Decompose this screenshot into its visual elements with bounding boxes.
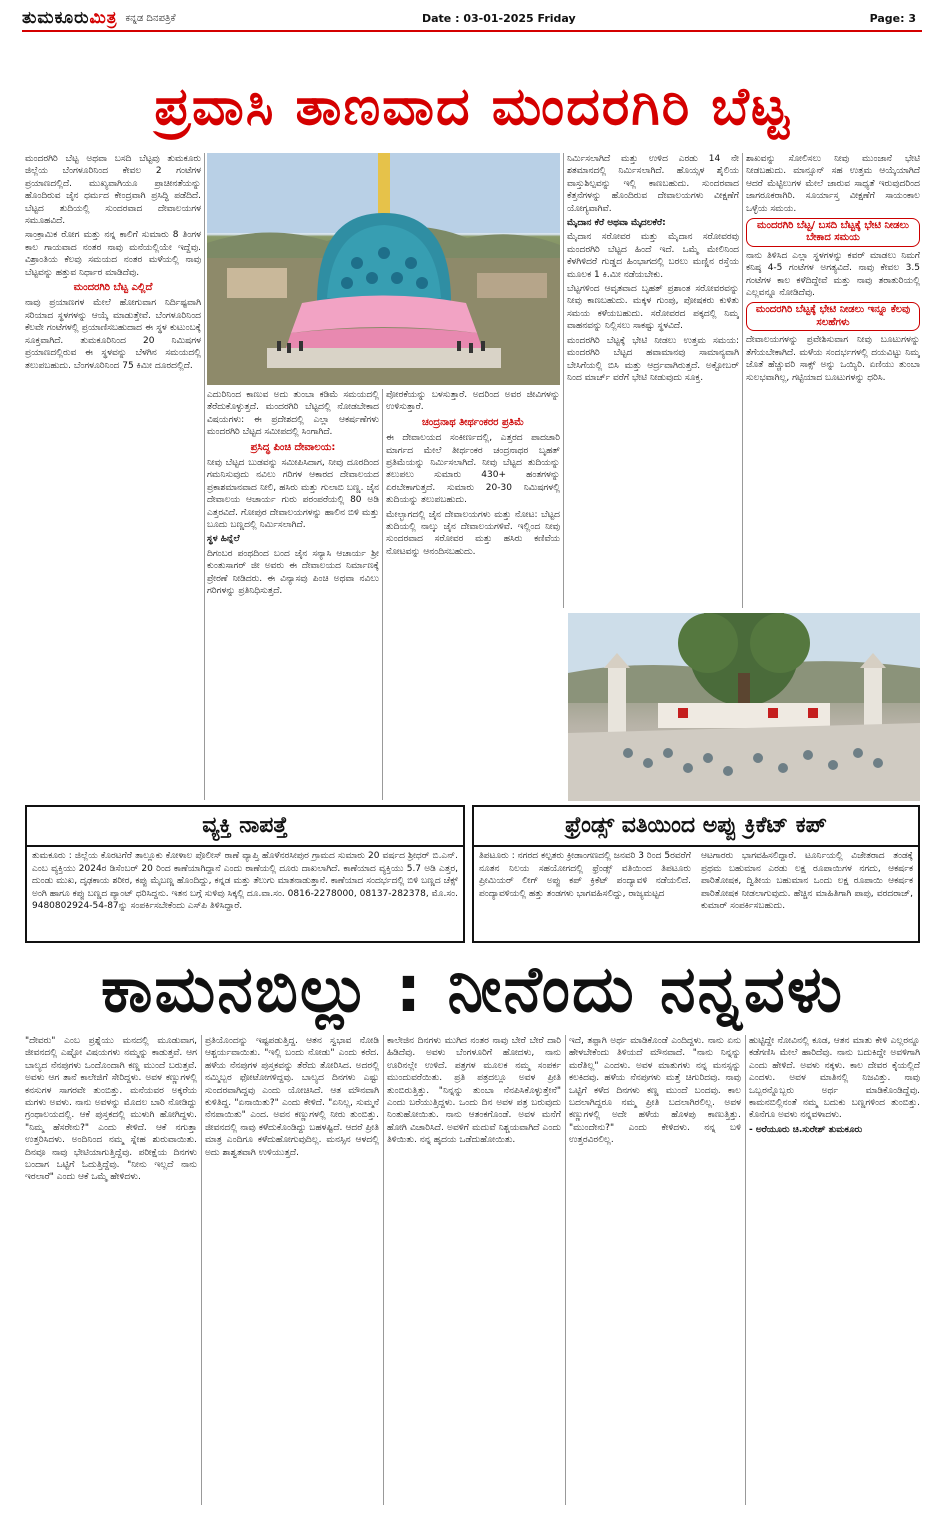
- paragraph: "ದೇವರು" ಎಂಬ ಪ್ರಶ್ನೆಯು ಮನದಲ್ಲಿ ಮೂಡುವಾಗ, ಜೀವನದಲ್ಲಿ ಎಷ್ಟೋ ವಿಷಯಗಳು ನಮ್ಮನ್ನು ಕಾಡುತ್ತವೆ. ಆಗ ಬಾಲ್ಯದ ನೆನಪುಗಳು ಒಂದೊಂದಾಗಿ ಕಣ್ಣ ಮುಂದೆ ಬರುತ್ತವೆ. ಅವಳು ಆಗ ತಾನೆ ಕಾಲೇಜಿಗೆ ಸೇರಿದ್ದಳು. ಅವಳ ಕಣ್ಣುಗಳಲ್ಲಿ ಕನಸುಗಳ ಸಾಗರವೇ ತುಂಬಿತ್ತು. ಮನೆಯವರ ಅಕ್ಕರೆಯ ಮಗಳು ಅವಳು. ನಾನು ಅವಳನ್ನು ಮೊದಲ ಬಾರಿ ನೋಡಿದ್ದು ಗ್ರಂಥಾಲಯದಲ್ಲಿ. ಆಕೆ ಪುಸ್ತಕದಲ್ಲಿ ಮುಳುಗಿ ಹೋಗಿದ್ದಳು. "ನಿಮ್ಮ ಹೆಸರೇನು?" ಎಂದು ಕೇಳಿದೆ. ಆಕೆ ನಗುತ್ತಾ ಉತ್ತರಿಸಿದಳು. ಅಂದಿನಿಂದ ನಮ್ಮ ಸ್ನೇಹ ಶುರುವಾಯಿತು. ದಿನವೂ ನಾವು ಭೇಟಿಯಾಗುತ್ತಿದ್ದೆವು. ಪರೀಕ್ಷೆಯ ದಿನಗಳು ಬಂದಾಗ ಒಟ್ಟಿಗೆ ಓದುತ್ತಿದ್ದೆವು. "ನೀನು ಇಲ್ಲದೆ ನಾನು ಇರಲಾರೆ" ಎಂದು ಆಕೆ ಒಮ್ಮೆ ಹೇಳಿದಳು.: [25, 1036, 197, 1183]
- masthead: [22, 6, 922, 32]
- story-column-5: [749, 1035, 920, 1505]
- paragraph: ನಾವು ಪ್ರಯಾಣಗಳ ಮೇಲೆ ಹೋಗುವಾಗ ನಿರ್ದಿಷ್ಟವಾಗಿ ಸರಿಯಾದ ಸ್ಥಳಗಳನ್ನು ಆಯ್ಕೆ ಮಾಡುತ್ತೇವೆ. ಬೆಂಗಳೂರಿನಿಂದ ಕೆಲವೇ ಗಂಟೆಗಳಲ್ಲಿ ಪ್ರಯಾಣಿಸಬಹುದಾದ ಈ ಸ್ಥಳ ಕುಟುಂಬಕ್ಕೆ ಸೂಕ್ತವಾಗಿದೆ. ತುಮಕೂರಿನಿಂದ 20 ನಿಮಿಷಗಳ ಪ್ರಯಾಣದಲ್ಲಿರುವ ಈ ಸ್ಥಳವನ್ನು ಬೆಳಗಿನ ಸಮಯದಲ್ಲಿ ತಲುಪಬಹುದು. ಬೆಂಗಳೂರಿನಿಂದ 75 ಕಿಮೀ ದೂರದಲ್ಲಿದೆ.: [25, 298, 201, 371]
- tagline: ಕನ್ನಡ ದಿನಪತ್ರಿಕೆ: [125, 12, 176, 24]
- issue-date: Date : 03-01-2025 Friday: [422, 11, 576, 25]
- paragraph: ಪ್ರತಿಯೊಂದನ್ನು ಇಷ್ಟಪಡುತ್ತಿದ್ದ. ಆತನ ಸ್ವಭಾವ ನೋಡಿ ಆಶ್ಚರ್ಯವಾಯಿತು. "ಇಲ್ಲಿ ಬಂದು ನೋಡು" ಎಂದು ಕರೆದ. ಹಳೆಯ ನೆನಪುಗಳ ಪುಸ್ತಕವನ್ನು ತೆರೆದು ತೋರಿಸಿದ. ಅದರಲ್ಲಿ ನಮ್ಮಿಬ್ಬರ ಫೋಟೋಗಳಿದ್ದವು. ಬಾಲ್ಯದ ದಿನಗಳು ಎಷ್ಟು ಸುಂದರವಾಗಿದ್ದವು ಎಂದು ಯೋಚಿಸಿದೆ. ಆತ ಮೌನವಾಗಿ ಕುಳಿತಿದ್ದ. "ಏನಾಯಿತು?" ಎಂದು ಕೇಳಿದೆ. "ಏನಿಲ್ಲ, ಸುಮ್ಮನೆ ನೆನಪಾಯಿತು" ಎಂದ. ಅವನ ಕಣ್ಣುಗಳಲ್ಲಿ ನೀರು ತುಂಬಿತ್ತು. ಜೀವನದಲ್ಲಿ ನಾವು ಕಳೆದುಕೊಂಡಿದ್ದು ಬಹಳಷ್ಟಿದೆ. ಆದರೆ ಪ್ರೀತಿ ಮಾತ್ರ ಎಂದಿಗೂ ಕಳೆದುಹೋಗುವುದಿಲ್ಲ. ಮನಸ್ಸಿನ ಆಳದಲ್ಲಿ ಅದು ಶಾಶ್ವತವಾಗಿ ಉಳಿಯುತ್ತದೆ.: [205, 1036, 379, 1158]
- newspaper-logo: ತುಮಕೂರುಮಿತ್ರ: [22, 8, 118, 28]
- paragraph: ಹುಟ್ಟಿದ್ದೇ ನೋವಿನಲ್ಲಿ ಕೂಡ, ಆತನ ಮಾತು ಕೇಳಿ ಎಲ್ಲರನ್ನೂ ಕಡೆಗಣಿಸಿ ಮೇಲೆ ಹಾರಿದೆವು. ನಾನು ಬದುಕಿದ್ದೇ ಅವಳಿಗಾಗಿ ಎಂದು ಹೇಳಿದೆ. ಅವಳು ನಕ್ಕಳು. ಕಾಲ ದೇವರ ಕೈಯಲ್ಲಿದೆ ಎಂದಳು. ಅವಳ ಮಾತಿನಲ್ಲಿ ನಿಜವಿತ್ತು. ನಾವು ಒಬ್ಬರನ್ನೊಬ್ಬರು ಅರ್ಥ ಮಾಡಿಕೊಂಡಿದ್ದೆವು. ಕಾಮನಬಿಲ್ಲಿನಂತೆ ನಮ್ಮ ಬದುಕು ಬಣ್ಣಗಳಿಂದ ತುಂಬಿತ್ತು. ಕೊನೆಗೂ ಅವಳು ನನ್ನವಳಾದಳು.: [749, 1036, 920, 1121]
- hilltop-statue-photo: [568, 613, 920, 801]
- story-headline: ಕಾಮನಬಿಲ್ಲು : ನೀನೆಂದು ನನ್ನವಳು: [101, 953, 844, 1027]
- paragraph: ನೀವು ಬೆಟ್ಟದ ಬುಡವನ್ನು ಸಮೀಪಿಸಿದಾಗ, ನೀವು ದೂರದಿಂದ ಗಮನಿಸುವುದು ನವಿಲು ಗರಿಗಳ ಆಕಾರದ ದೇವಾಲಯದ ಪ್ರಕಾಶಮಾನವಾದ ನೀಲಿ, ಹಸಿರು ಮತ್ತು ಗುಲಾಬಿ ಬಣ್ಣ. ಜೈನ ದೇವಾಲಯ ಆಚಾರ್ಯ ಗುರು ಪರಂಪರೆಯಲ್ಲಿ 80 ಅಡಿ ಎತ್ತರವಿದೆ. ಗೋಪುರ ದೇವಾಲಯಗಳನ್ನು ಹಾಲಿನ ಬಿಳಿ ಮತ್ತು ಬೂದು ಬಣ್ಣದಲ್ಲಿ ನಿರ್ಮಿಸಲಾಗಿದೆ.: [207, 458, 379, 531]
- paragraph: ಸಾಂಕ್ರಾಮಿಕ ರೋಗ ಮತ್ತು ನನ್ನ ಕಾಲಿಗೆ ಸುಮಾರು 8 ತಿಂಗಳ ಕಾಲ ಗಾಯವಾದ ನಂತರ ನಾವು ಮನೆಯಲ್ಲಿಯೇ ಇದ್ದೆವು. ವಿಶ್ರಾಂತಿಯ ಕೆಲವು ಸಮಯದ ನಂತರ ಮಳೆಯಲ್ಲಿ ನಾವು ಬೆಟ್ಟವನ್ನು ಹತ್ತುವ ನಿರ್ಧಾರ ಮಾಡಿದೆವು.: [25, 230, 201, 278]
- section-subheading: ಪ್ರಸಿದ್ಧ ಪಿಂಚಿ ದೇವಾಲಯ:: [250, 441, 336, 453]
- paragraph: ಮೇಲ್ಭಾಗದಲ್ಲಿ ಜೈನ ದೇವಾಲಯಗಳು ಮತ್ತು ನೋಟ: ಬೆಟ್ಟದ ತುದಿಯಲ್ಲಿ ನಾಲ್ಕು ಜೈನ ದೇವಾಲಯಗಳಿವೆ. ಇಲ್ಲಿಂದ ನೀವು ಸುಂದರವಾದ ಸರೋವರ ಮತ್ತು ಹಸಿರು ಕಣಿವೆಯ ನೋಟವನ್ನು ಆನಂದಿಸಬಹುದು.: [386, 509, 560, 557]
- paragraph: ದಿಗಂಬರ ಪಂಥದಿಂದ ಬಂದ ಜೈನ ಸನ್ಯಾಸಿ ಆಚಾರ್ಯ ಶ್ರೀ ಕುಂತುಸಾಗರ್ ಜೀ ಅವರು ಈ ದೇವಾಲಯದ ನಿರ್ಮಾಣಕ್ಕೆ ಪ್ರೇರಣೆ ನೀಡಿದರು. ಈ ವಿನ್ಯಾಸವು ಪಿಂಚಿ ಅಥವಾ ನವಿಲು ಗರಿಗಳನ್ನು ಪ್ರತಿನಿಧಿಸುತ್ತದೆ.: [207, 548, 379, 597]
- missing-person-body: ತುಮಕೂರು : ಜಿಲ್ಲೆಯ ಕೊರಟಗೆರೆ ತಾಲ್ಲೂಕು ಕೋಳಾಲ ಪೊಲೀಸ್ ಠಾಣೆ ವ್ಯಾಪ್ತಿ ಹೊಳೆನರಸೀಪುರ ಗ್ರಾಮದ ಸುಮಾರು 20 ವರ್ಷದ ಶ್ರೀಧರ್ ಬಿ.ಎನ್. ಎಂಬ ವ್ಯಕ್ತಿಯು 2024ರ ಡಿಸೆಂಬರ್ 20 ರಿಂದ ಕಾಣೆಯಾಗಿದ್ದಾನೆ ಎಂದು ಠಾಣೆಯಲ್ಲಿ ದೂರು ದಾಖಲಾಗಿದೆ. ಕಾಣೆಯಾದ ವ್ಯಕ್ತಿಯು 5.7 ಅಡಿ ಎತ್ತರ, ದುಂಡು ಮುಖ, ದೃಢಕಾಯ ಶರೀರ, ಕಪ್ಪು ಮೈಬಣ್ಣ ಹೊಂದಿದ್ದು, ಕನ್ನಡ ಮತ್ತು ತೆಲುಗು ಮಾತನಾಡುತ್ತಾನೆ. ಕಾಣೆಯಾದ ಸಂದರ್ಭದಲ್ಲಿ ಬಿಳಿ ಬಣ್ಣದ ಚೆಕ್ಸ್ ಅಂಗಿ ಹಾಗೂ ಕಪ್ಪು ಬಣ್ಣದ ಪ್ಯಾಂಟ್ ಧರಿಸಿದ್ದನು. ಇತನ ಬಗ್ಗೆ ಸುಳಿವು ಸಿಕ್ಕಲ್ಲಿ ದೂ.ವಾ.ಸಂ. 0816-2278000, 08137-282378, ಮೊ.ಸಂ. 9480802924-54-87ನ್ನು ಸಂಪರ್ಕಿಸಬೇಕೆಂದು ಎಸ್‌ಪಿ ತಿಳಿಸಿದ್ದಾರೆ.: [32, 851, 458, 912]
- story-column-4: [569, 1035, 741, 1505]
- paragraph: ಬೆಟ್ಟಗಳಿಂದ ಆವೃತವಾದ ಬೃಹತ್ ಪ್ರಶಾಂತ ಸರೋವರವನ್ನು ನೀವು ಕಾಣಬಹುದು. ಮಕ್ಕಳ ಗುಂಪು, ಪೋಷಕರು ಕುಳಿತು ಸಮಯ ಕಳೆಯಬಹುದು. ಸರೋವರದ ಪಕ್ಕದಲ್ಲಿ ನಿಮ್ಮ ವಾಹನವನ್ನು ನಿಲ್ಲಿಸಲು ಸಾಕಷ್ಟು ಸ್ಥಳವಿದೆ.: [567, 284, 739, 332]
- paragraph: ನಿರ್ಮಿಸಲಾಗಿದೆ ಮತ್ತು ಉಳಿದ ಎರಡು 14 ನೇ ಶತಮಾನದಲ್ಲಿ ನಿರ್ಮಿಸಲಾಗಿದೆ. ಹೊಯ್ಸಳ ಶೈಲಿಯ ವಾಸ್ತುಶಿಲ್ಪವನ್ನು ಇಲ್ಲಿ ಕಾಣಬಹುದು. ಸುಂದರವಾದ ಕೆತ್ತನೆಗಳನ್ನು ಹೊಂದಿರುವ ದೇವಾಲಯಗಳು ವೀಕ್ಷಣೆಗೆ ಯೋಗ್ಯವಾಗಿವೆ.: [567, 154, 739, 214]
- paragraph: ನಾನು ತಿಳಿಸಿದ ಎಲ್ಲಾ ಸ್ಥಳಗಳನ್ನು ಕವರ್ ಮಾಡಲು ನಿಮಗೆ ಕನಿಷ್ಠ 4-5 ಗಂಟೆಗಳ ಅಗತ್ಯವಿದೆ. ನಾವು ಕೇವಲ 3.5 ಗಂಟೆಗಳ ಕಾಲ ಕಳೆದಿದ್ದೇವೆ ಮತ್ತು ನಾವು ತರಾತುರಿಯಲ್ಲಿ ಎಲ್ಲವನ್ನೂ ನೋಡಿದೆವು.: [746, 250, 920, 299]
- paragraph: ಮೈದಾನ ಸರೋವರ ಮತ್ತು ಮೈದಾನ ಸರೋವರವು ಮಂದರಗಿರಿ ಬೆಟ್ಟದ ಹಿಂದೆ ಇದೆ. ಒಮ್ಮೆ ಮೇಲಿನಿಂದ ಕೆಳಗಿಳಿದರೆ ಗುಡ್ಡದ ಹಿಂಭಾಗದಲ್ಲಿ ಬರಲು ಮಣ್ಣಿನ ರಸ್ತೆಯ ಮೂಲಕ 1 ಕಿ.ಮೀ ನಡೆಯಬೇಕು.: [567, 232, 739, 280]
- paragraph: ಪೋರಕೆಯನ್ನು ಬಳಸುತ್ತಾರೆ. ಅದರಿಂದ ಅವರ ಜೀವಿಗಳನ್ನು ಉಳಿಸುತ್ತಾರೆ.: [386, 390, 560, 413]
- section-subheading: ಚಂದ್ರನಾಥ ತೀರ್ಥಂಕರರ ಪ್ರತಿಮೆ: [421, 416, 525, 428]
- cricket-cup-box: [472, 805, 920, 943]
- story-column-2: [205, 1035, 379, 1505]
- story-author: - ಅರೆಯೂರು ಚಿ.ಸುರೇಶ್ ತುಮಕೂರು: [749, 1124, 863, 1135]
- main-headline: ಪ್ರವಾಸಿ ತಾಣವಾದ ಮಂದರಗಿರಿ ಬೆಟ್ಟ: [154, 77, 791, 137]
- story-column-1: [25, 1035, 197, 1505]
- cricket-cup-col-2: ಆಟಗಾರರು ಭಾಗವಹಿಸಲಿದ್ದಾರೆ. ಟೂರ್ನಿಯಲ್ಲಿ ವಿಜೇತರಾದ ತಂಡಕ್ಕೆ ಪ್ರಥಮ ಬಹುಮಾನ ಎರಡು ಲಕ್ಷ ರೂಪಾಯಿಗಳ ನಗದು, ಆಕರ್ಷಕ ಪಾರಿತೋಷಕ, ದ್ವಿತೀಯ ಬಹುಮಾನ ಒಂದು ಲಕ್ಷ ರೂಪಾಯಿ ಆಕರ್ಷಕ ಪಾರಿತೋಷಕ ನೀಡಲಾಗುವುದು. ಹೆಚ್ಚಿನ ಮಾಹಿತಿಗಾಗಿ ಪಾಪು, ವರದರಾಜ್, ಕುಮಾರ್ ಸಂಪರ್ಕಿಸಬಹುದು.: [701, 851, 913, 912]
- article-column-3: [386, 389, 560, 800]
- cricket-cup-title: ಫ್ರೆಂಡ್ಸ್ ವತಿಯಿಂದ ಅಪ್ಪು ಕ್ರಿಕೆಟ್ ಕಪ್: [474, 807, 918, 847]
- section-subheading: ಮಂದರಗಿರಿ ಬೆಟ್ಟ ಎಲ್ಲಿದೆ: [73, 282, 153, 294]
- missing-person-title: ವ್ಯಕ್ತಿ ನಾಪತ್ತೆ: [27, 807, 463, 847]
- paragraph: ಎದುರಿನಿಂದ ಕಾಣುವ ಅದು ತುಂಬಾ ಕಡಿಮೆ ಸಮಯದಲ್ಲಿ ತೆರೆದುಕೊಳ್ಳುತ್ತದೆ. ಮಂದರಗಿರಿ ಬೆಟ್ಟದಲ್ಲಿ ನೋಡಬೇಕಾದ ವಿಷಯಗಳು: ಈ ಪ್ರದೇಶದಲ್ಲಿ ಎಲ್ಲಾ ಆಕರ್ಷಣೆಗಳು ಮಂದರಗಿರಿ ಬೆಟ್ಟದ ಸಮೀಪದಲ್ಲಿ ಸಿಂಗಾಗಿದೆ.: [207, 390, 379, 438]
- story-column-3: [387, 1035, 561, 1505]
- paragraph: ಕಾಲೇಜಿನ ದಿನಗಳು ಮುಗಿದ ನಂತರ ನಾವು ಬೇರೆ ಬೇರೆ ದಾರಿ ಹಿಡಿದೆವು. ಅವಳು ಬೆಂಗಳೂರಿಗೆ ಹೋದಳು, ನಾನು ಊರಿನಲ್ಲೇ ಉಳಿದೆ. ಪತ್ರಗಳ ಮೂಲಕ ನಮ್ಮ ಸಂಪರ್ಕ ಮುಂದುವರೆಯಿತು. ಪ್ರತಿ ಪತ್ರದಲ್ಲೂ ಅವಳ ಪ್ರೀತಿ ತುಂಬಿರುತ್ತಿತ್ತು. "ನಿನ್ನನ್ನು ತುಂಬಾ ನೆನಪಿಸಿಕೊಳ್ಳುತ್ತೇನೆ" ಎಂದು ಬರೆಯುತ್ತಿದ್ದಳು. ಒಂದು ದಿನ ಅವಳ ಪತ್ರ ಬರುವುದು ನಿಂತುಹೋಯಿತು. ನಾನು ಆತಂಕಗೊಂಡೆ. ಅವಳ ಮನೆಗೆ ಹೋಗಿ ವಿಚಾರಿಸಿದೆ. ಅವಳಿಗೆ ಮದುವೆ ನಿಶ್ಚಯವಾಗಿದೆ ಎಂದು ತಿಳಿಯಿತು. ನನ್ನ ಹೃದಯ ಒಡೆದುಹೋಯಿತು.: [387, 1036, 561, 1146]
- article-column-4: [567, 153, 739, 608]
- article-column-2: [207, 389, 379, 800]
- section-subheading: ಮಂದರಗಿರಿ ಬೆಟ್ಟ/ ಬಸದಿ ಬೆಟ್ಟಕ್ಕೆ ಭೇಟಿ ನೀಡಲು ಬೇಕಾದ ಸಮಯ: [746, 218, 920, 247]
- paragraph: ಮೈದಾನ ಕೆರೆ ಅಥವಾ ಮೈದಲಕೆರೆ:: [567, 218, 666, 229]
- missing-person-box: [25, 805, 465, 943]
- paragraph: ಮಂದರಗಿರಿ ಬೆಟ್ಟಕ್ಕೆ ಭೇಟಿ ನೀಡಲು ಉತ್ತಮ ಸಮಯ: ಮಂದರಗಿರಿ ಬೆಟ್ಟದ ಹವಾಮಾನವು ಸಾಮಾನ್ಯವಾಗಿ ಬೇಸಿಗೆಯಲ್ಲಿ ಬಿಸಿ ಮತ್ತು ಆರ್ದ್ರವಾಗಿರುತ್ತದೆ. ಅಕ್ಟೋಬರ್ ನಿಂದ ಮಾರ್ಚ್ ವರೆಗೆ ಭೇಟಿ ನೀಡುವುದು ಸೂಕ್ತ.: [567, 335, 739, 383]
- section-subheading: ಮಂದರಗಿರಿ ಬೆಟ್ಟಕ್ಕೆ ಭೇಟಿ ನೀಡಲು ಇನ್ನೂ ಕೆಲವು ಸಲಹೆಗಳು: [746, 302, 920, 331]
- paragraph: ಈ ದೇವಾಲಯದ ಸಂಕೀರ್ಣದಲ್ಲಿ, ಎತ್ತರದ ಪಾದಚಾರಿ ಮಾರ್ಗದ ಮೇಲೆ ತೀರ್ಥಂಕರ ಚಂದ್ರನಾಥರ ಬೃಹತ್ ಪ್ರತಿಮೆಯನ್ನು ನಿರ್ಮಿಸಲಾಗಿದೆ. ನೀವು ಬೆಟ್ಟದ ತುದಿಯನ್ನು ತಲುಪಲು ಸುಮಾರು 430+ ಹಂತಗಳನ್ನು ಏರಬೇಕಾಗುತ್ತದೆ. ಸುಮಾರು 20-30 ನಿಮಿಷಗಳಲ್ಲಿ ತುದಿಯನ್ನು ತಲುಪಬಹುದು.: [386, 433, 560, 506]
- paragraph: ಮಂದರಗಿರಿ ಬೆಟ್ಟ ಅಥವಾ ಬಸದಿ ಬೆಟ್ಟವು ತುಮಕೂರು ಜಿಲ್ಲೆಯ ಬೆಂಗಳೂರಿನಿಂದ ಕೇವಲ 2 ಗಂಟೆಗಳ ಪ್ರಯಾಣದಲ್ಲಿದೆ. ಮುಖ್ಯವಾಗಿಯೂ ಪ್ರಾಚೀನತೆಯನ್ನು ಹೊಂದಿರುವ ಜೈನ ಧರ್ಮದ ಕೇಂದ್ರವಾಗಿ ಪ್ರಸಿದ್ಧಿ ಪಡೆದಿದೆ. ಬೆಟ್ಟದ ತುದಿಯಲ್ಲಿ ಸುಂದರವಾದ ದೇವಾಲಯಗಳ ಸಮೂಹವಿದೆ.: [25, 154, 201, 227]
- article-column-1: [25, 153, 201, 800]
- page-number: Page: 3: [869, 11, 916, 25]
- cricket-cup-col-1: ತಿಪಟೂರು : ನಗರದ ಕಲ್ಪತರು ಕ್ರೀಡಾಂಗಣದಲ್ಲಿ ಜನವರಿ 3 ರಿಂದ 5ರವರೆಗೆ ನೂತನ ನಿಲಯ ಸಹಯೋಗದಲ್ಲಿ ಫ್ರೆಂಡ್ಸ್ ವತಿಯಿಂದ ತಿಪಟೂರು ಪ್ರೀಮಿಯರ್ ಲೀಗ್ ಅಪ್ಪು ಕಪ್ ಕ್ರಿಕೆಟ್ ಪಂದ್ಯಾವಳಿ ನಡೆಯಲಿದೆ. ಪಂದ್ಯಾವಳಿಯಲ್ಲಿ ಹತ್ತು ತಂಡಗಳು ಭಾಗವಹಿಸಲಿದ್ದು, ರಾಜ್ಯಮಟ್ಟದ: [479, 851, 691, 899]
- paragraph: ದೇವಾಲಯಗಳನ್ನು ಪ್ರವೇಶಿಸುವಾಗ ನೀವು ಬೂಟುಗಳನ್ನು ತೆಗೆಯಬೇಕಾಗಿದೆ. ಮಳೆಯ ಸಂದರ್ಭಗಳಲ್ಲಿ ದಯವಿಟ್ಟು ನಿಮ್ಮ ಜೊತೆ ಹೆಚ್ಚುವರಿ ಸಾಕ್ಸ್ ಅನ್ನು ಒಯ್ಯಿರಿ. ಏಣಿಯು ತುಂಬಾ ಸುಲಭವಾಗಿಲ್ಲ, ಗಟ್ಟಿಯಾದ ಬೂಟುಗಳನ್ನು ಧರಿಸಿ.: [746, 335, 920, 383]
- paragraph: ಶಾಖವನ್ನು ಸೋಲಿಸಲು ನೀವು ಮುಂಜಾನೆ ಭೇಟಿ ನೀಡಬಹುದು. ಮಾನ್ಸೂನ್ ಸಹ ಉತ್ತಮ ಆಯ್ಕೆಯಾಗಿದೆ ಆದರೆ ಮೆಟ್ಟಿಲುಗಳ ಮೇಲೆ ಜಾರುವ ಸಾಧ್ಯತೆ ಇರುವುದರಿಂದ ಜಾಗರೂಕರಾಗಿರಿ. ಸೂರ್ಯಾಸ್ತ ವೀಕ್ಷಣೆಗೆ ಸಾಯಂಕಾಲ ಒಳ್ಳೆಯ ಸಮಯ.: [746, 154, 920, 214]
- paragraph: ಇದೆ, ತಪ್ಪಾಗಿ ಅರ್ಥ ಮಾಡಿಕೊಂಡೆ ಎಂದಿದ್ದಳು. ನಾನು ಏನು ಹೇಳಬೇಕೆಂದು ತಿಳಿಯದೆ ಮೌನವಾದೆ. "ನಾನು ನಿನ್ನನ್ನು ಮರೆತಿಲ್ಲ" ಎಂದಳು. ಅವಳ ಮಾತುಗಳು ನನ್ನ ಮನಸ್ಸನ್ನು ಕಲಕಿದವು. ಹಳೆಯ ನೆನಪುಗಳು ಮತ್ತೆ ಚಿಗುರಿದವು. ನಾವು ಒಟ್ಟಿಗೆ ಕಳೆದ ದಿನಗಳು ಕಣ್ಣ ಮುಂದೆ ಬಂದವು. ಕಾಲ ಬದಲಾಗಿದ್ದರೂ ನಮ್ಮ ಪ್ರೀತಿ ಬದಲಾಗಿರಲಿಲ್ಲ. ಅವಳ ಕಣ್ಣುಗಳಲ್ಲಿ ಅದೇ ಹಳೆಯ ಹೊಳಪು ಕಾಣುತ್ತಿತ್ತು. "ಮುಂದೇನು?" ಎಂದು ಕೇಳಿದಳು. ನನ್ನ ಬಳಿ ಉತ್ತರವಿರಲಿಲ್ಲ.: [569, 1036, 741, 1146]
- article-column-5: [746, 153, 920, 608]
- temple-photo: [207, 153, 560, 385]
- paragraph: ಸ್ಥಳ ಹಿನ್ನೆಲೆ: [207, 534, 240, 545]
